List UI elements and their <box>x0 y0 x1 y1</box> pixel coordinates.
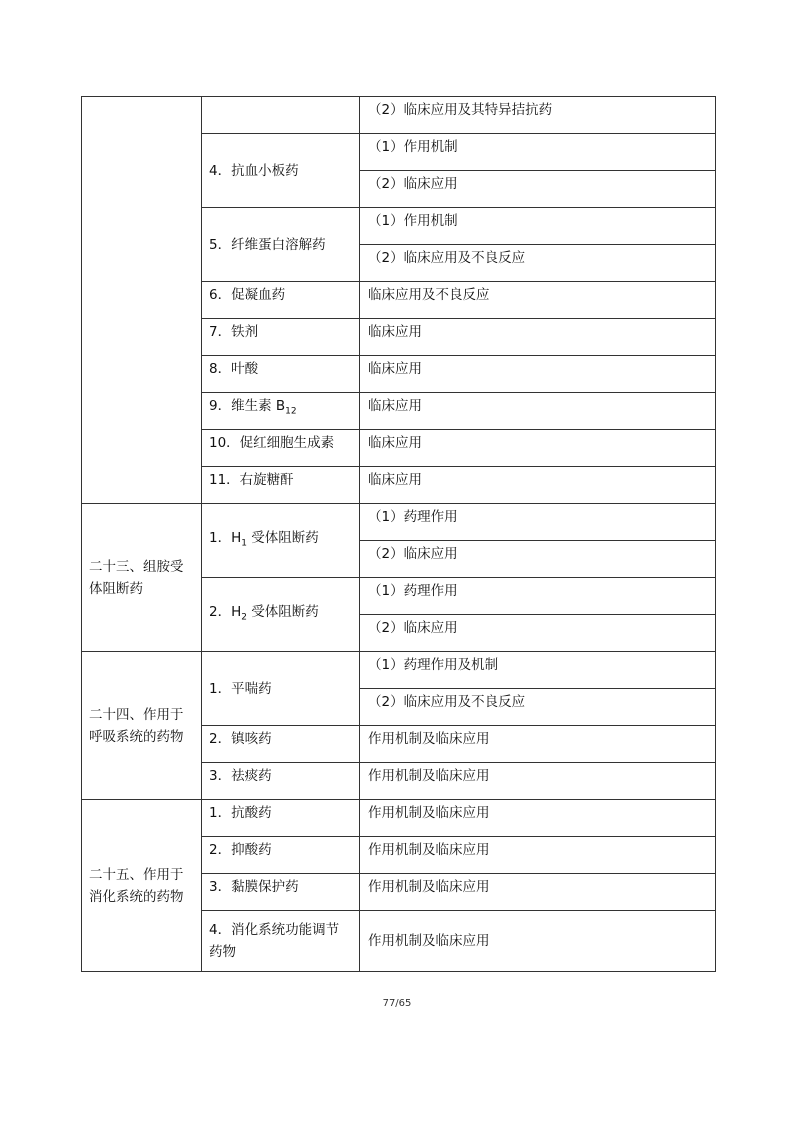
point-cell: 作用机制及临床应用 <box>360 800 716 837</box>
page-number: 77/65 <box>382 998 412 1009</box>
point-cell: 临床应用及不良反应 <box>360 282 716 319</box>
item-cell: 10．促红细胞生成素 <box>202 430 360 467</box>
point-cell: （1）作用机制 <box>360 208 716 245</box>
item-cell: 8．叶酸 <box>202 356 360 393</box>
item-name-suffix: 受体阻断药 <box>246 529 319 546</box>
section-title: 二十四、作用于呼吸系统的药物 <box>82 652 202 800</box>
item-cell: 2．镇咳药 <box>202 726 360 763</box>
point-cell: （1）药理作用 <box>360 504 716 541</box>
item-cell: 1．平喘药 <box>202 652 360 726</box>
point-cell: （1）药理作用及机制 <box>360 652 716 689</box>
item-cell <box>202 578 360 652</box>
item-cell <box>202 97 360 134</box>
item-cell: 7．铁剂 <box>202 319 360 356</box>
point-cell: 临床应用 <box>360 393 716 430</box>
point-cell: （2）临床应用 <box>360 541 716 578</box>
point-cell: 作用机制及临床应用 <box>360 874 716 911</box>
point-cell: 作用机制及临床应用 <box>360 837 716 874</box>
point-cell: （1）作用机制 <box>360 134 716 171</box>
item-name-subscript: 2 <box>241 612 247 623</box>
point-cell: 临床应用 <box>360 356 716 393</box>
point-cell: 作用机制及临床应用 <box>360 726 716 763</box>
point-cell: 临床应用 <box>360 467 716 504</box>
point-cell: 临床应用 <box>360 430 716 467</box>
item-cell <box>202 504 360 578</box>
item-cell: 4．抗血小板药 <box>202 134 360 208</box>
item-name-suffix: 受体阻断药 <box>246 603 319 620</box>
item-cell <box>202 393 360 430</box>
item-cell: 6．促凝血药 <box>202 282 360 319</box>
item-name: 9．维生素 B <box>209 398 286 414</box>
item-cell: 4．消化系统功能调节药物 <box>202 911 360 972</box>
point-cell: （2）临床应用及其特异拮抗药 <box>360 97 716 134</box>
item-cell: 11．右旋糖酐 <box>202 467 360 504</box>
item-name: 2．H <box>209 603 242 620</box>
item-cell: 2．抑酸药 <box>202 837 360 874</box>
point-cell: （1）药理作用 <box>360 578 716 615</box>
syllabus-table <box>81 96 716 972</box>
item-name: 1．H <box>209 529 242 546</box>
section-22-cell <box>82 97 202 504</box>
item-cell: 1．抗酸药 <box>202 800 360 837</box>
point-cell: （2）临床应用及不良反应 <box>360 245 716 282</box>
item-cell: 3．祛痰药 <box>202 763 360 800</box>
item-cell: 5．纤维蛋白溶解药 <box>202 208 360 282</box>
point-cell: 作用机制及临床应用 <box>360 763 716 800</box>
point-cell: 作用机制及临床应用 <box>360 911 716 972</box>
point-cell: （2）临床应用及不良反应 <box>360 689 716 726</box>
item-name-subscript: 1 <box>241 538 247 549</box>
point-cell: （2）临床应用 <box>360 615 716 652</box>
point-cell: （2）临床应用 <box>360 171 716 208</box>
section-title: 二十三、组胺受体阻断药 <box>82 504 202 652</box>
section-title: 二十五、作用于消化系统的药物 <box>82 800 202 972</box>
item-name-subscript: 12 <box>285 406 297 417</box>
item-cell: 3．黏膜保护药 <box>202 874 360 911</box>
point-cell: 临床应用 <box>360 319 716 356</box>
